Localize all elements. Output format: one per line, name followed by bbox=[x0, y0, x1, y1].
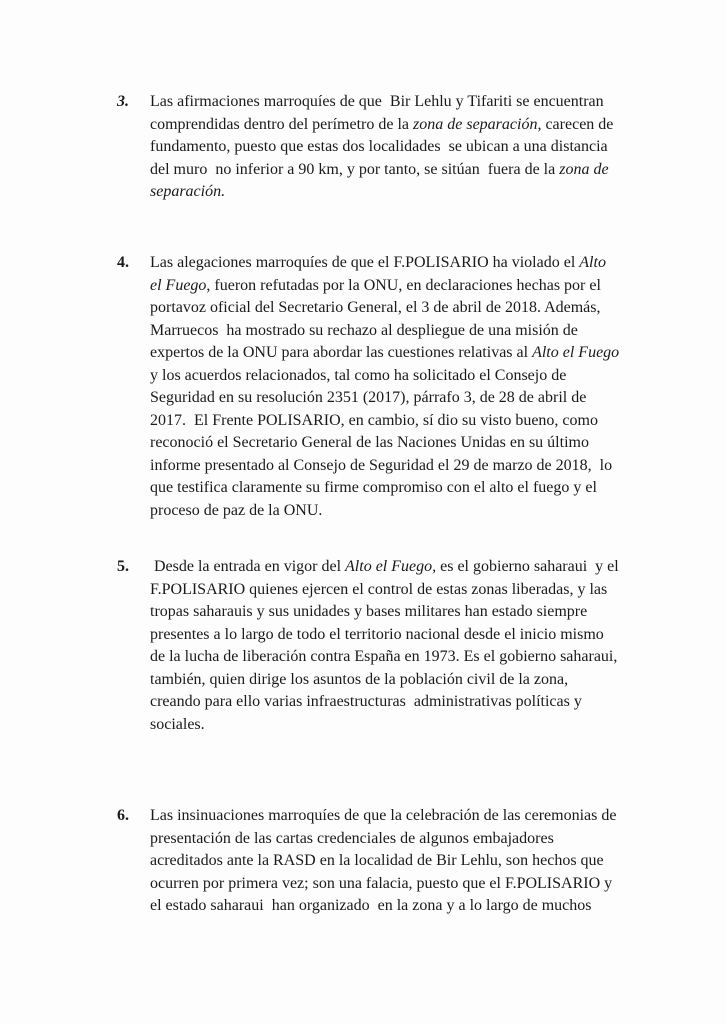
text-run: Las alegaciones marroquíes de que el F.POLISARIO ha violado el bbox=[150, 254, 580, 271]
text-line bbox=[150, 342, 670, 365]
text-line bbox=[150, 114, 670, 137]
text-run: portavoz oficial del Secretario General, el 3 de abril de 2018. Además, bbox=[150, 299, 601, 316]
section-number: 5. bbox=[117, 558, 129, 575]
text-line bbox=[150, 873, 670, 896]
text-run: también, quien dirige los asuntos de la población civil de la zona, bbox=[150, 670, 569, 688]
text-line bbox=[150, 320, 670, 343]
text-line bbox=[150, 455, 670, 478]
text-run: ocurren por primera vez; son una falacia, puesto que el F.POLISARIO y bbox=[150, 874, 613, 892]
section-number: 4. bbox=[117, 254, 129, 271]
text-run: Las afirmaciones marroquíes de que Bir Lehlu y Tifariti se encuentran bbox=[150, 93, 604, 110]
text-run: Marruecos ha mostrado su rechazo al despliegue de una misión de bbox=[150, 321, 578, 339]
text-line bbox=[150, 275, 670, 298]
text-run: comprendidas dentro del perímetro de la bbox=[150, 115, 414, 133]
text-run: 2017. El Frente POLISARIO, en cambio, sí dio su visto bueno, como bbox=[150, 411, 598, 429]
section-text bbox=[150, 805, 670, 918]
section-text bbox=[150, 556, 670, 736]
text-run: y los acuerdos relacionados, tal como ha solicitado el Consejo de bbox=[150, 366, 567, 384]
text-line bbox=[150, 895, 670, 918]
text-line bbox=[150, 556, 670, 579]
text-run: el estado saharaui han organizado en la zona y a lo largo de muchos bbox=[150, 897, 592, 914]
text-run: proceso de paz de la ONU. bbox=[150, 501, 323, 519]
text-run: informe presentado al Consejo de Seguridad el 29 de marzo de 2018, lo bbox=[150, 456, 613, 474]
section-6 bbox=[117, 805, 677, 918]
text-run: Seguridad en su resolución 2351 (2017), párrafo 3, de 28 de abril de bbox=[150, 389, 587, 406]
italic-run: el Fuego bbox=[150, 276, 207, 294]
section-number: 3. bbox=[117, 93, 129, 110]
text-line bbox=[150, 159, 670, 182]
italic-run: zona de separación, bbox=[413, 115, 542, 133]
text-line bbox=[150, 181, 670, 204]
text-line bbox=[150, 500, 670, 523]
text-line bbox=[150, 579, 670, 602]
text-line bbox=[150, 624, 670, 647]
text-line bbox=[150, 387, 670, 410]
text-run: sociales. bbox=[150, 715, 205, 733]
text-run: tropas saharauis y sus unidades y bases militares han estado siempre bbox=[150, 603, 588, 620]
text-run: presentes a lo largo de todo el territorio nacional desde el inicio mismo bbox=[150, 625, 604, 643]
text-line bbox=[150, 805, 670, 828]
text-run: reconoció el Secretario General de las Naciones Unidas en su último bbox=[150, 434, 589, 451]
section-5 bbox=[117, 556, 677, 736]
text-run: carecen de bbox=[541, 115, 614, 133]
italic-run: zona de bbox=[559, 160, 609, 178]
text-run: que testifica claramente su firme compromiso con el alto el fuego y el bbox=[150, 479, 597, 496]
text-run: acreditados ante la RASD en la localidad de Bir Lehlu, son hechos que bbox=[150, 852, 604, 869]
text-line bbox=[150, 850, 670, 873]
text-line bbox=[150, 828, 670, 851]
text-run: presentación de las cartas credenciales de algunos embajadores bbox=[150, 829, 554, 847]
text-line bbox=[150, 646, 670, 669]
italic-run: Alto el Fuego, bbox=[345, 558, 437, 575]
text-run: de la lucha de liberación contra España en 1973. Es el gobierno saharaui, bbox=[150, 648, 618, 665]
text-run: Las insinuaciones marroquíes de que la celebración de las ceremonias de bbox=[150, 807, 617, 824]
text-run: , fueron refutadas por la ONU, en declaraciones hechas por el bbox=[206, 276, 601, 294]
text-line bbox=[150, 669, 670, 692]
section-number: 6. bbox=[117, 807, 129, 824]
text-run: del muro no inferior a 90 km, y por tanto, se sitúan fuera de la bbox=[150, 160, 560, 178]
text-line bbox=[150, 432, 670, 455]
text-run: F.POLISARIO quienes ejercen el control de estas zonas liberadas, y las bbox=[150, 580, 608, 598]
italic-run: Alto el Fuego bbox=[532, 344, 620, 361]
text-line bbox=[150, 297, 670, 320]
text-line bbox=[150, 136, 670, 159]
text-line bbox=[150, 91, 670, 114]
section-4 bbox=[117, 252, 677, 522]
section-text bbox=[150, 91, 670, 204]
text-line bbox=[150, 691, 670, 714]
italic-run: separación. bbox=[150, 183, 226, 200]
italic-run: Alto bbox=[579, 254, 606, 271]
text-line bbox=[150, 365, 670, 388]
text-line bbox=[150, 714, 670, 737]
text-run: expertos de la ONU para abordar las cuestiones relativas al bbox=[150, 344, 533, 361]
text-run: creando para ello varias infraestructuras administrativas políticas y bbox=[150, 693, 582, 710]
text-run: fundamento, puesto que estas dos localidades se ubican a una distancia bbox=[150, 138, 608, 155]
text-run: es el gobierno saharaui y el bbox=[436, 558, 619, 575]
text-line bbox=[150, 601, 670, 624]
text-line bbox=[150, 252, 670, 275]
text-line bbox=[150, 477, 670, 500]
section-text bbox=[150, 252, 670, 522]
section-3 bbox=[117, 91, 677, 204]
text-run: Desde la entrada en vigor del bbox=[150, 558, 346, 575]
text-line bbox=[150, 410, 670, 433]
